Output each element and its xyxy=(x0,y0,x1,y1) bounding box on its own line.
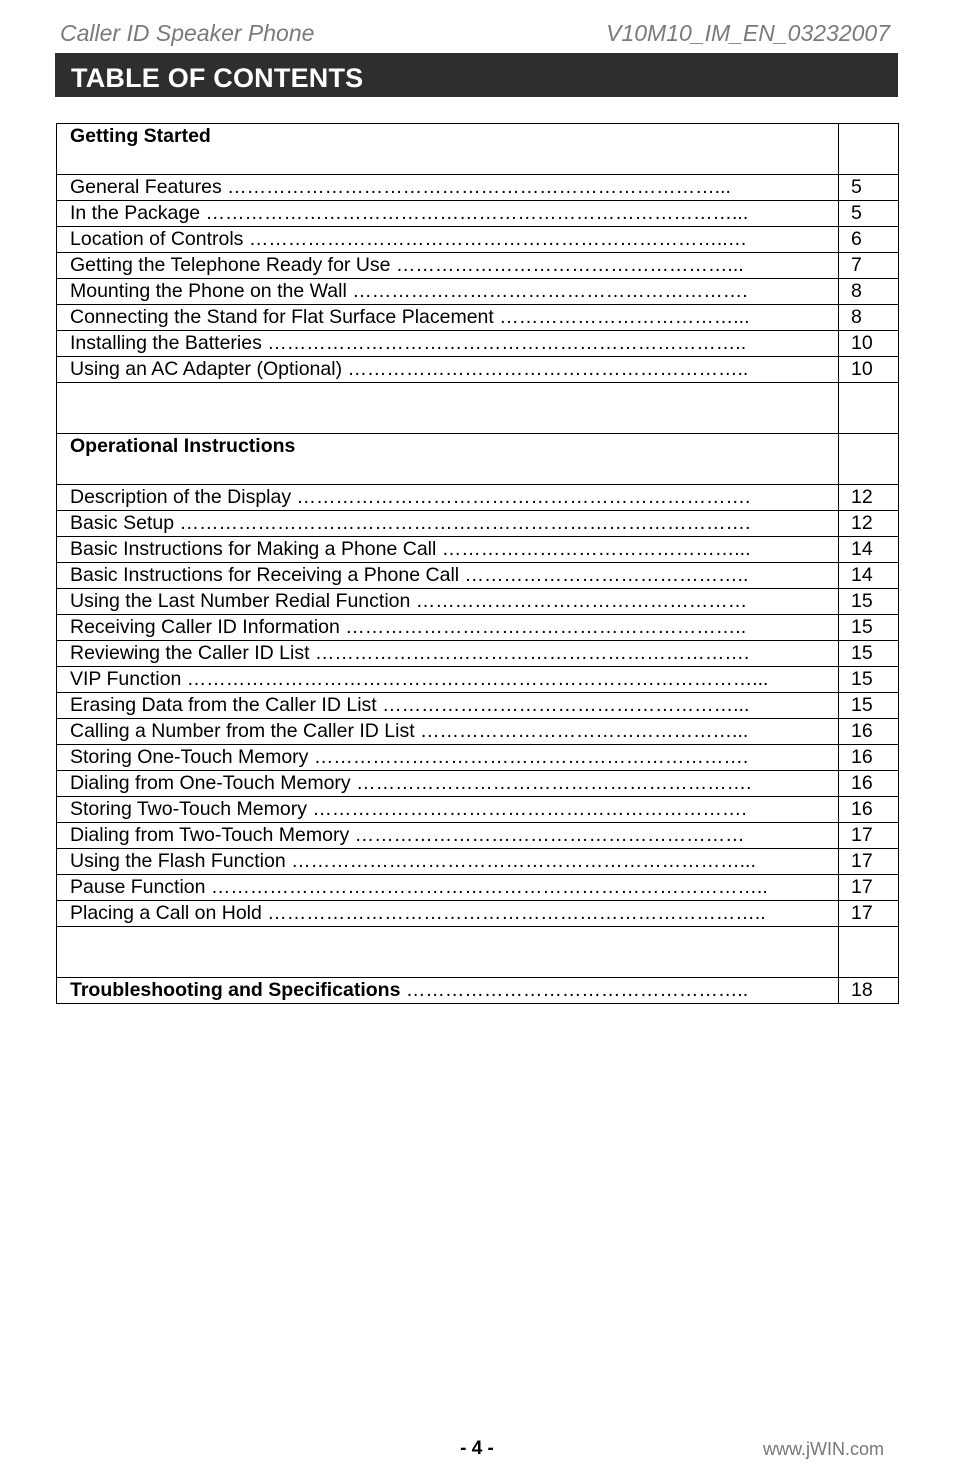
running-header-document-code: V10M10_IM_EN_03232007 xyxy=(606,20,890,46)
toc-entry-page: 15 xyxy=(839,615,899,641)
toc-entry-label: Calling a Number from the Caller ID List …………………………………………... xyxy=(57,719,839,745)
toc-final-entry-page: 18 xyxy=(839,978,899,1004)
toc-final-entry xyxy=(57,978,839,1004)
toc-entry-page: 8 xyxy=(839,305,899,331)
toc-row xyxy=(57,537,899,563)
toc-row xyxy=(57,175,899,201)
toc-entry-page: 15 xyxy=(839,667,899,693)
section-heading-row xyxy=(57,434,899,485)
toc-row xyxy=(57,641,899,667)
toc-row xyxy=(57,305,899,331)
toc-entry-label: Storing Two-Touch Memory …………………………………………………………. xyxy=(57,797,839,823)
toc-row xyxy=(57,823,899,849)
toc-row xyxy=(57,771,899,797)
toc-entry-page: 7 xyxy=(839,253,899,279)
toc-body xyxy=(57,124,899,1004)
toc-entry-label: Storing One-Touch Memory …………………………………………………………. xyxy=(57,745,839,771)
toc-entry-label: Getting the Telephone Ready for Use ……………………………………………... xyxy=(57,253,839,279)
toc-row xyxy=(57,201,899,227)
toc-entry-label: Basic Setup ……………………………………………………………………………. xyxy=(57,511,839,537)
toc-entry-page: 16 xyxy=(839,771,899,797)
toc-row xyxy=(57,901,899,927)
toc-final-entry-leader: …………………………………………….. xyxy=(400,979,749,1001)
title-banner xyxy=(55,53,898,97)
toc-entry-label: Using an AC Adapter (Optional) …………………………………………………….. xyxy=(57,357,839,383)
toc-entry-label: Mounting the Phone on the Wall ……………………………………………………. xyxy=(57,279,839,305)
toc-row xyxy=(57,279,899,305)
toc-row xyxy=(57,797,899,823)
toc-entry-label: Reviewing the Caller ID List …………………………………………………………. xyxy=(57,641,839,667)
section-heading-cell xyxy=(57,434,839,485)
toc-entry-page: 10 xyxy=(839,331,899,357)
section-heading-cell xyxy=(57,124,839,175)
toc-entry-label: Description of the Display ……………………………………………………………. xyxy=(57,485,839,511)
spacer-cell xyxy=(57,383,839,434)
toc-entry-page: 17 xyxy=(839,901,899,927)
toc-row xyxy=(57,849,899,875)
toc-entry-page: 12 xyxy=(839,485,899,511)
toc-entry-page: 15 xyxy=(839,641,899,667)
toc-row xyxy=(57,563,899,589)
toc-entry-page: 5 xyxy=(839,201,899,227)
toc-row xyxy=(57,719,899,745)
spacer-cell xyxy=(839,383,899,434)
toc-entry-label: Basic Instructions for Making a Phone Call ………………………………………... xyxy=(57,537,839,563)
toc-entry-page: 17 xyxy=(839,823,899,849)
table-of-contents xyxy=(56,123,899,1004)
section-heading: Operational Instructions xyxy=(70,435,296,457)
section-heading-row xyxy=(57,124,899,175)
toc-row xyxy=(57,693,899,719)
spacer-row xyxy=(57,383,899,434)
toc-row xyxy=(57,511,899,537)
toc-row xyxy=(57,331,899,357)
toc-entry-label: Placing a Call on Hold ………………………………………………………………….. xyxy=(57,901,839,927)
toc-entry-page: 15 xyxy=(839,693,899,719)
section-page-cell xyxy=(839,124,899,175)
toc-entry-page: 17 xyxy=(839,849,899,875)
spacer-cell xyxy=(839,927,899,978)
toc-entry-label: Dialing from Two-Touch Memory …………………………………………………… xyxy=(57,823,839,849)
toc-entry-label: General Features …………………………………………………………………... xyxy=(57,175,839,201)
toc-entry-label: Using the Last Number Redial Function …………………………………………… xyxy=(57,589,839,615)
toc-entry-label: Erasing Data from the Caller ID List ………………………………………………... xyxy=(57,693,839,719)
page-title: TABLE OF CONTENTS xyxy=(71,63,364,93)
spacer-row xyxy=(57,927,899,978)
toc-entry-page: 6 xyxy=(839,227,899,253)
toc-row xyxy=(57,875,899,901)
toc-entry-label: Dialing from One-Touch Memory ……………………………………………………. xyxy=(57,771,839,797)
toc-row xyxy=(57,253,899,279)
toc-entry-label: Location of Controls ………………………………………………………………..… xyxy=(57,227,839,253)
toc-final-entry-label: Troubleshooting and Specifications xyxy=(70,979,401,1001)
toc-row xyxy=(57,227,899,253)
toc-entry-page: 12 xyxy=(839,511,899,537)
toc-entry-page: 16 xyxy=(839,797,899,823)
toc-row xyxy=(57,667,899,693)
running-header-title: Caller ID Speaker Phone xyxy=(60,20,315,46)
toc-entry-page: 14 xyxy=(839,537,899,563)
footer-url: www.jWIN.com xyxy=(763,1439,884,1459)
toc-final-row xyxy=(57,978,899,1004)
toc-entry-page: 8 xyxy=(839,279,899,305)
toc-entry-page: 10 xyxy=(839,357,899,383)
toc-entry-page: 15 xyxy=(839,589,899,615)
toc-row xyxy=(57,745,899,771)
toc-entry-label: Basic Instructions for Receiving a Phone Call …………………………………….. xyxy=(57,563,839,589)
toc-row xyxy=(57,357,899,383)
toc-entry-label: Pause Function ………………………………………………………………………….. xyxy=(57,875,839,901)
toc-entry-label: VIP Function ……………………………………………………………………………... xyxy=(57,667,839,693)
toc-entry-label: Using the Flash Function ……………………………………………………………... xyxy=(57,849,839,875)
toc-entry-label: In the Package ………………………………………………………………………... xyxy=(57,201,839,227)
toc-row xyxy=(57,615,899,641)
page-number: - 4 - xyxy=(460,1438,494,1459)
spacer-cell xyxy=(57,927,839,978)
toc-entry-page: 16 xyxy=(839,745,899,771)
toc-entry-page: 5 xyxy=(839,175,899,201)
toc-entry-page: 14 xyxy=(839,563,899,589)
toc-entry-page: 17 xyxy=(839,875,899,901)
toc-entry-label: Installing the Batteries ……………………………………………………………….. xyxy=(57,331,839,357)
toc-row xyxy=(57,589,899,615)
toc-entry-label: Connecting the Stand for Flat Surface Placement ………………………………... xyxy=(57,305,839,331)
toc-row xyxy=(57,485,899,511)
section-heading: Getting Started xyxy=(70,125,211,147)
toc-entry-label: Receiving Caller ID Information …………………………………………………….. xyxy=(57,615,839,641)
section-page-cell xyxy=(839,434,899,485)
toc-entry-page: 16 xyxy=(839,719,899,745)
